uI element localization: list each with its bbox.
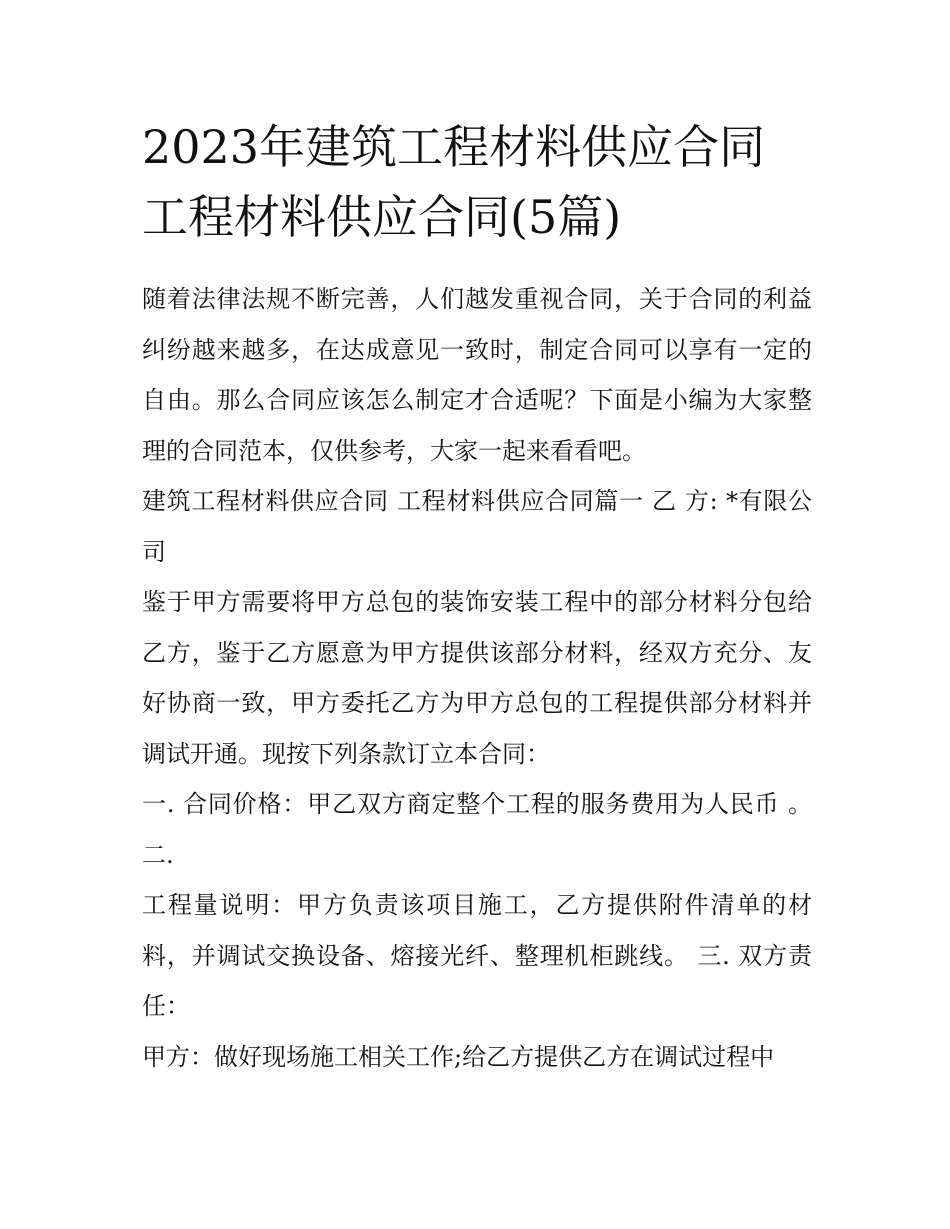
title-line-1: 2023年建筑工程材料供应合同: [142, 120, 766, 174]
document-body: [142, 274, 812, 1082]
clause-price-paragraph: 一. 合同价格：甲乙双方商定整个工程的服务费用为人民币 。二.: [142, 790, 812, 869]
contract-heading-paragraph: 建筑工程材料供应合同 工程材料供应合同篇一 乙 方: *有限公司: [142, 487, 812, 566]
title-line-2: 工程材料供应合同(5篇): [142, 190, 622, 244]
clause-party-a-paragraph: 甲方：做好现场施工相关工作;给乙方提供乙方在调试过程中: [142, 1042, 775, 1071]
intro-paragraph: 随着法律法规不断完善，人们越发重视合同，关于合同的利益纠纷越来越多，在达成意见一致时，制定合同可以享有一定的自由。那么合同应该怎么制定才合适呢？下面是小编为大家整理的合同范本，仅供参考，大家一起来看看吧。: [142, 285, 812, 465]
document-title: [142, 112, 812, 252]
clause-scope-paragraph: 工程量说明：甲方负责该项目施工，乙方提供附件清单的材料，并调试交换设备、熔接光纤、整理机柜跳线。 三. 双方责任：: [142, 891, 812, 1020]
document-page: [142, 112, 812, 1082]
preamble-paragraph: 鉴于甲方需要将甲方总包的装饰安装工程中的部分材料分包给乙方，鉴于乙方愿意为甲方提供该部分材料，经双方充分、友好协商一致，甲方委托乙方为甲方总包的工程提供部分材料并调试开通。现按下列条款订立本合同：: [142, 588, 812, 768]
